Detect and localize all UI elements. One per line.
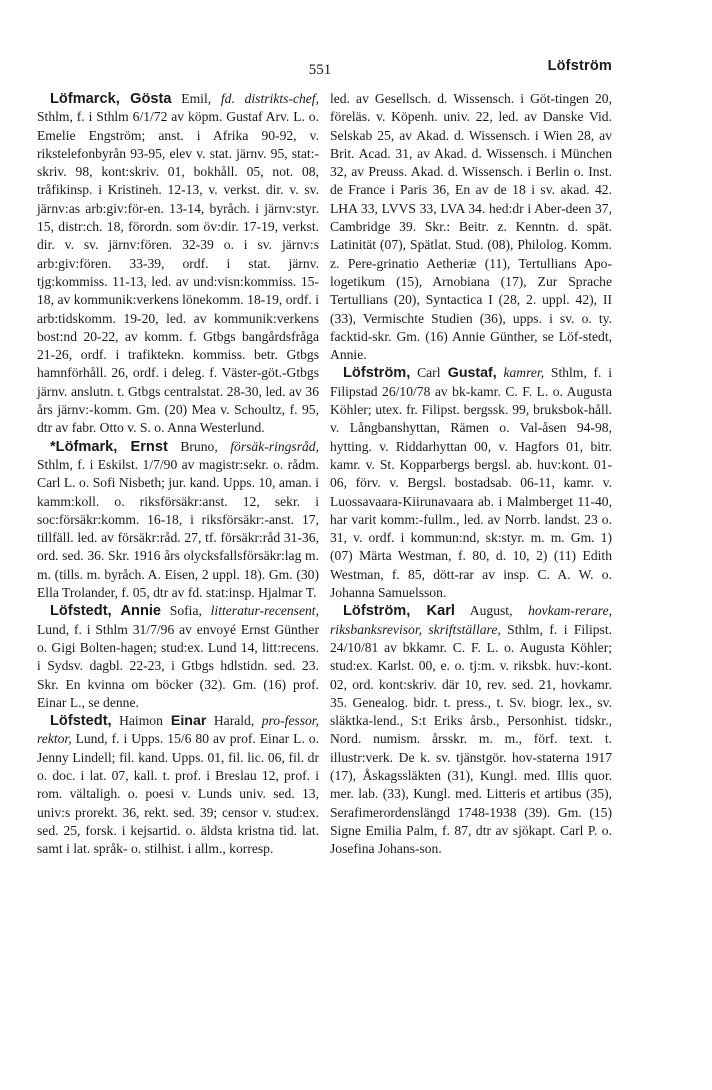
entry-headword: Löfstedt,: [50, 713, 112, 730]
entry-given-name: Gustaf,: [440, 365, 497, 382]
entry-name-rest-2: Harald,: [206, 713, 255, 729]
entry-lofstrom-carl-gustaf: [330, 364, 612, 602]
entry-occupation: fd. distrikts-chef,: [211, 91, 319, 106]
entry-body: Sthlm, f. i Filipst. 24/10/81 av bkkamr. C. F. L. o. Augusta Köhler; stud:ex. Karlst. 00, e. o. tj:m. v. riksbk. huv:-kont. 02, ord. kont:skriv. där 10, rev. sed. 21, hovkamr. 35. Genealog. bidr. t. press., t. Sv. biogr. lex., sv. släktka-lend., S:t Eriks årsb., Personhist. tidskr., Nord. numism. årsskr. m. m., förf. text. t. illustr:verk. De k. sv. tjänstgör. hov-staterna 1917 (17), Åskagssläkten (31), Kungl. med. Illis quor. mer. lab. (33), Kungl. med. Litteris et artibus (35), Serafimerordenslängd 1748-1938 (39). Gm. (15) Signe Emilia Palm, f. 87, dtr av sjökapt. Carl P. o. Josefina Johans-son.: [330, 621, 612, 857]
page-number: 551: [308, 62, 332, 78]
entry-name-rest: Bruno,: [167, 438, 218, 454]
entry-lofmarck-gosta: [37, 90, 319, 438]
entry-occupation: pro-fessor, rektor,: [37, 713, 319, 747]
entry-occupation: kamrer,: [496, 365, 545, 381]
entry-body: Lund, f. i Sthlm 31/7/96 av envoyé Ernst Günther o. Gigi Bolten-hagen; stud:ex. Lund 14, litt:recens. i Sydsv. dagbl. 22-23, i Gtbgs hdlstidn. sed. 23. Skr. En kvinna om böcker (32). Gm. (16) prof. Einar L., se denne.: [37, 621, 319, 710]
entry-lofstrom-karl: [330, 602, 612, 858]
entry-body: led. av Gesellsch. d. Wissensch. i Göt-tingen 20, föreläs. v. Köpenh. univ. 22, led. av Danske Vid. Selskab 25, av Akad. d. Wissensch. i Wien 28, av Brit. Acad. 31, av Akad. d. Wissensch. i München 32, av Preuss. Akad. d. Wissensch. i Berlin o. Inst. de France i Paris 36, En av de 18 i sv. akad. 42. LHA 33, LVVS 33, LVA 34. hed:dr i Aber-deen 37, Cambridge 39. Skr.: Beitr. z. Kenntn. d. spät. Latinität (07), Spätlat. Stud. (08), Philolog. Komm. z. Pere-grinatio Aetheriæ (11), Tertullians Apo-logetikum (15), Arnobiana (17), Zur Sprache Tertullians (20), Syntactica I (28, 2. uppl. 42), II (33), Vermischte Studien (36), upps. i sv. o. ty. facktid-skr. Gm. (16) Annie Günther, se Löf-stedt, Annie.: [330, 91, 612, 363]
entry-headword: Löfmarck, Gösta: [50, 91, 172, 107]
entry-occupation: hovkam-rerare, riksbanksrevisor, skriftställare,: [330, 603, 612, 637]
entry-headword: Löfstedt, Annie: [50, 603, 162, 620]
entry-name-rest: Sofia,: [161, 603, 202, 619]
entry-name-rest: Emil,: [171, 91, 212, 106]
entry-headword: Löfström, Karl: [343, 603, 455, 620]
entry-name-rest: Carl: [410, 365, 441, 381]
right-column: [330, 90, 612, 858]
entry-lofstedt-annie: [37, 602, 319, 712]
entry-occupation: litteratur-recensent,: [201, 603, 319, 619]
entry-body: Sthlm, f. i Eskilst. 1/7/90 av magistr:sekr. o. rådm. Carl L. o. Sofi Nisbeth; jur. kand. Upps. 10, aman. i kamm:koll. o. riksförsäkr:anst. 12, sekr. i soc:försäkr:komm. 16-18, i riksförsäkr:-anst. 17, tillfäll. led. av försäkr:råd. 27, tf. försäkr:råd 31-36, ord. sed. 36. Skr. 1916 års olycksfallsförsäkr:lag m. m. (tills. m. byråch. A. Eisen, 2 uppl. 18). Gm. (30) Ella Trolander, f. 05, dtr av fd. stat:insp. Hjalmar T.: [37, 456, 319, 601]
entry-name-rest: August,: [454, 603, 513, 619]
left-column: [37, 90, 319, 858]
entry-body: Sthlm, f. i Filipstad 26/10/78 av bk-kamr. C. F. L. o. Augusta Köhler; utex. fr. Filipst. bergssk. 99, bruksbok-håll. v. Långbanshyttan, Rämen o. Val-åsen 94-98, hytting. v. Riddarhyttan 00, v. Hagfors 01, bitr. kamr. v. St. Kopparbergs bergsl. ab. huv:kont. 01-06, förv. v. Bergsl. bostadsab. 06-11, kamr. v. Luossavaara-Kiirunavaara ab. i Malmberget 11-40, har varit komm:-fullm., led. av Norrb. landst. 23 o. 31, v. ordf. i kommun:nd, sk:styr. m. m. Gm. 1) (07) Märta Westman, f. 80, d. 10, 2) (11) Edith Westman, f. 85, dött-rar av insp. C. A. W. o. Johanna Samuelsson.: [330, 365, 613, 601]
running-head: Löfström: [547, 58, 612, 74]
entry-body: Lund, f. i Upps. 15/6 80 av prof. Einar L. o. Jenny Lindell; fil. kand. Upps. 01, fil. lic. 06, fil. dr o. doc. i lat. 07, kall. t. prof. i Breslau 12, prof. i rom. vältaligh. o. poesi v. Lunds univ. sed. 13, univ:s prorekt. 36, rekt. sed. 39; censor v. stud:ex. sed. 25, forsk. i kejsartid. o. äldsta kristna tid. lat. samt i lat. språk- o. stilhist. i allm., korresp.: [37, 731, 319, 857]
entry-name-rest: Haimon: [111, 713, 163, 729]
entry-lofstedt-einar-continued: [330, 90, 612, 364]
entry-headword: *Löfmark, Ernst: [50, 438, 168, 455]
entry-lofstedt-einar: [37, 712, 319, 858]
entry-lofmark-ernst: [37, 438, 319, 603]
entry-headword: Löfström,: [343, 365, 411, 382]
entry-occupation: försäk-ringsråd,: [217, 438, 320, 454]
entry-given-name: Einar: [162, 713, 207, 730]
entry-body: Sthlm, f. i Sthlm 6/1/72 av köpm. Gustaf Arv. L. o. Emelie Engström; anst. i Afrika 90-92, v. rikstelefonbyrån 93-95, elev v. stat. järnv. 95, stat:-skriv. 98, kont:skriv. 01, bokhåll. 05, not. 08, tråfikinsp. i Kristineh. 12-13, v. verkst. dir. v. sv. järnv:as arb:giv:för-en. 13-14, byråch. i järnv:styr. 15, distr:ch. 18, förordn. som öv:dir. 17-19, verkst. dir. v. sv. järnv:fören. 32-39 o. i sv. järnv:s arb:giv:fören. 33-39, ordf. i stat. järnv. tjg:kommiss. 11-13, led. av und:visn:kommiss. 15-18, av kommunik:verkens lönekomm. 18-19, ordf. i arb:tidskomm. 19-20, led. av kommunik:verkens bost:nd 20-22, av komm. f. Gtbgs bangårdsfråga 21-26, ordf. i trafiktekn. kommiss. betr. Gtbgs hamnförhåll. 26, ordf. i deleg. f. Väster-göt.-Gtbgs järnv. anslutn. t. Gtbgs centralstat. 28-30, led. av 36 års järnv:-komm. Gm. (20) Mea v. Schoultz, f. 95, dtr av fabr. Otto v. S. o. Anna Westerlund.: [37, 109, 319, 436]
